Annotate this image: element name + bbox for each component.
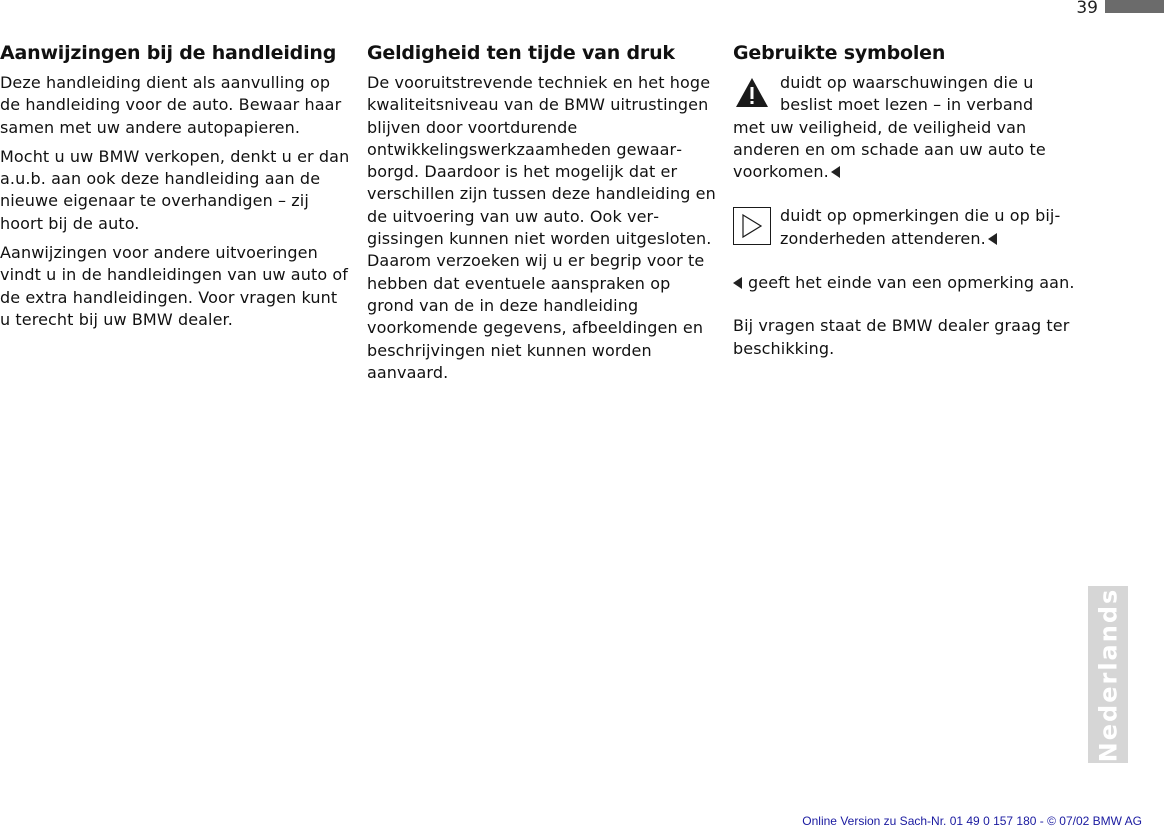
column-manual-notes	[0, 40, 352, 338]
note-line-1: duidt op opmerkingen die u op bij-	[780, 206, 1061, 226]
heading-validity: Geldigheid ten tijde van druk	[367, 42, 675, 64]
warning-text-rest	[733, 117, 1085, 184]
paragraph-other-versions: Aanwijzingen voor andere uitvoeringen vindt u in de handleidingen van uw auto of de extra handleidingen. Voor vragen kunt u terecht bij uw BMW dealer.	[0, 243, 349, 329]
language-tab-label: Nederlands	[1094, 587, 1123, 762]
footer-version-note: Online Version zu Sach-Nr. 01 49 0 157 180 - © 07/02 BMW AG	[802, 814, 1142, 828]
warning-line-2: beslist moet lezen – in verband	[780, 95, 1034, 115]
note-line-2	[733, 228, 1085, 250]
paragraph-selling: Mocht u uw BMW verkopen, denkt u er dan a.u.b. aan ook deze handleiding aan de nieuwe eigenaar te overhandigen – zij hoort bij de auto.	[0, 146, 350, 233]
note-symbol-block	[733, 205, 1085, 250]
play-triangle-icon	[733, 207, 771, 245]
warning-symbol-block	[733, 72, 1085, 183]
dealer-paragraph: Bij vragen staat de BMW dealer graag ter beschikking.	[733, 316, 1070, 358]
end-marker-icon	[831, 166, 840, 178]
column-symbols	[733, 40, 1085, 367]
end-marker-icon	[733, 277, 742, 289]
heading-manual-notes: Aanwijzingen bij de handleiding	[0, 42, 337, 64]
page-tab-marker	[1105, 0, 1164, 13]
warning-triangle-icon	[733, 74, 771, 112]
note-line-2-text: zonderheden attenderen.	[780, 228, 986, 248]
heading-symbols: Gebruikte symbolen	[733, 42, 946, 64]
page-number: 39	[1076, 0, 1098, 18]
language-tab	[1088, 586, 1128, 763]
paragraph-supplement: Deze handleiding dient als aanvulling op de handleiding voor de auto. Bewaar haar samen met uw andere autopapieren.	[0, 73, 342, 137]
end-note-text: geeft het einde van een opmerking aan.	[748, 273, 1075, 293]
end-note-paragraph	[733, 272, 1085, 294]
warning-line-1: duidt op waarschuwingen die u	[780, 73, 1034, 92]
paragraph-validity: De vooruitstrevende techniek en het hoge kwaliteitsniveau van de BMW uitrustingen blijven door voortdurende ontwikkelingswerkzaamheden gewaarborgd. Daardoor is het mogelijk dat er verschillen zijn tussen deze handleiding en de uitvoering van uw auto. Ook vergissingen kunnen niet worden uitgesloten. Daarom verzoeken wij u er begrip voor te hebben dat eventuele aanspraken op grond van de in deze handleiding voorkomende gegevens, afbeeldingen en beschrijvingen niet kunnen worden aanvaard.	[367, 73, 716, 382]
end-marker-icon	[988, 233, 997, 245]
column-validity	[367, 40, 717, 391]
warning-rest-text: met uw veiligheid, de veiligheid van anderen en om schade aan uw auto te voorkomen.	[733, 117, 1046, 182]
